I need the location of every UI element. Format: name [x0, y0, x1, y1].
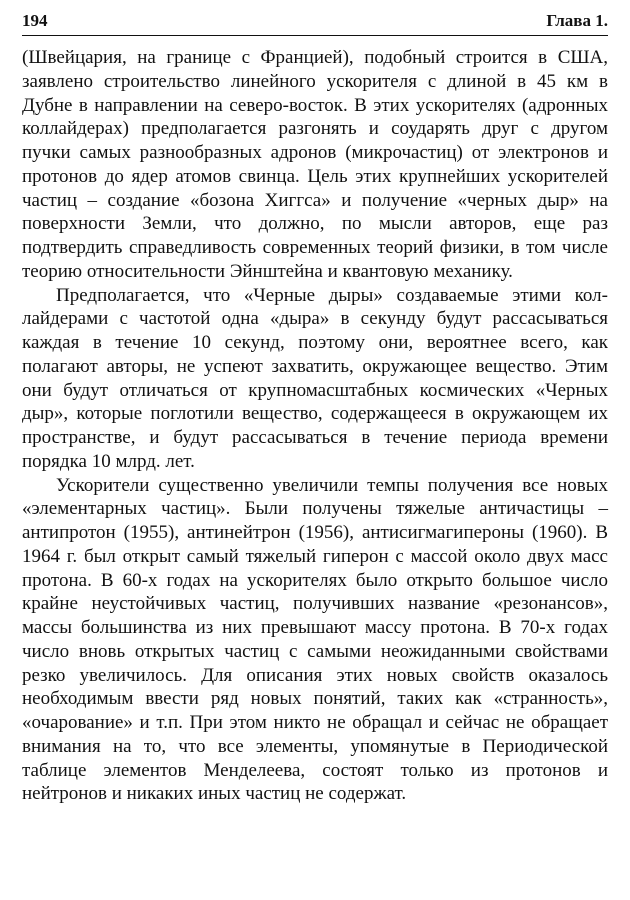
book-page [22, 8, 608, 806]
paragraph-2: Предполагается, что «Черные дыры» создаваемые этими коллайдерами с частотой одна «дыра» в секунду будут рассасываться каждая в течение 10 секунд, поэтому они, вероятнее всего, как полагают авторы, не успеют захватить, окружающее вещество. Этим они будут отличаться от крупномасштабных космических «Черных дыр», которые поглотили вещество, содержащееся в окружающем их пространстве, и будут рассасываться в течение периода времени порядка 10 млрд. лет. [22, 284, 608, 472]
paragraph-1: (Швейцария, на границе с Францией), подобный строится в США, заявлено строительство линейного ускорителя с длиной в 45 км в Дубне в направлении на северо-восток. В этих ускорителях (адронных коллайдерах) предполагается разгонять и соударять друг с другом пучки самых разнообразных адронов (микрочастиц) от электронов и протонов до ядер атомов свинца. Цель этих крупнейших ускорителей частиц – создание «бозона Хиггса» и получение «черных дыр» на поверхности Земли, что должно, по мысли авторов, еще раз подтвердить справедливость современных теорий физики, в том числе теорию относительности Эйнштейна и квантовую механику. [22, 47, 608, 282]
chapter-title: Глава 1. [546, 11, 608, 30]
page-number: 194 [22, 11, 48, 30]
body-text [22, 46, 608, 806]
paragraph-3: Ускорители существенно увеличили темпы получения все новых «элементарных частиц». Были получены тяжелые античастицы – антипротон (1955), антинейтрон (1956), антисигмагипероны (1960). В 1964 г. был открыт самый тяжелый гиперон с массой около двух масс протона. В 60-х годах на ускорителях было открыто большое число крайне неустойчивых частиц, получивших название «резонансов», массы большинства из них превышают массу протона. В 70-х годах число вновь открытых частиц с самыми неожиданными свойствами резко увеличилось. Для описания этих новых свойств оказалось необходимым ввести ряд новых понятий, таких как «странность», «очарование» и т.п. При этом никто не обращал и сейчас не обращает внимания на то, что все элементы, упомянутые в Периодической таблице элементов Менделеева, состоят только из протонов и нейтронов и никаких иных частиц не содержат. [22, 474, 608, 805]
running-header [22, 8, 608, 36]
